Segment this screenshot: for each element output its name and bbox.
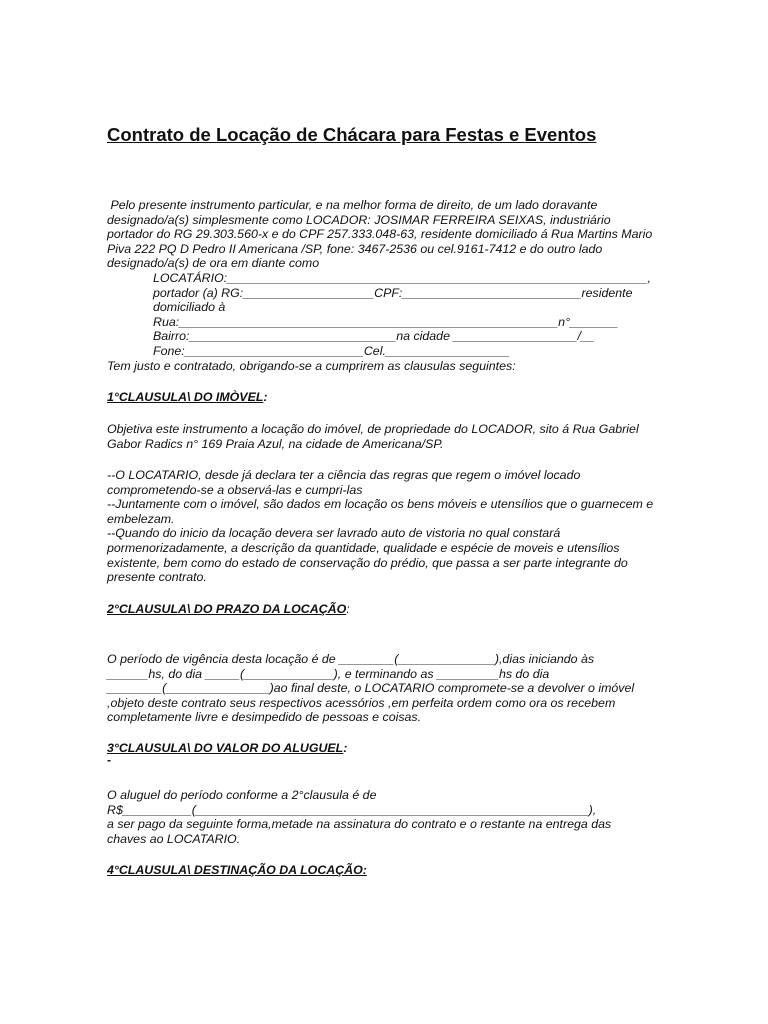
intro-line: designado/a(s) de ora em diante como <box>107 256 320 271</box>
clause2-paragraph <box>107 652 667 725</box>
street-field[interactable]: Rua:_______________________________________________________n°_______ <box>153 314 619 329</box>
intro-line: designado/a(s) simplesmente como LOCADOR: JOSIMAR FERREIRA SEIXAS, industriário <box>107 212 611 227</box>
clause1-line: --O LOCATARIO, desde já declara ter a ciência das regras que regem o imóvel locado <box>107 468 581 482</box>
clause2-line: ,objeto deste contrato seus respectivos acessórios ,em perfeita ordem como ora os recebem <box>107 695 616 710</box>
clause1-line: --Juntamente com o imóvel, são dados em locação os bens móveis e utensílios que o guarnecem e <box>107 497 654 512</box>
clause1-line: comprometendo-se a observá-las e cumpri-las <box>107 482 363 497</box>
clause1-heading-text: 1°CLAUSULA\ DO IMÒVEL <box>107 390 264 404</box>
intro-line: Piva 222 PQ D Pedro II Americana /SP, fone: 3467-2536 ou cel.9161-7412 e do outro lado <box>107 241 603 256</box>
clause1-heading-colon: : <box>263 390 268 404</box>
domicile-label: domiciliado à <box>153 300 226 315</box>
clause1-line: pormenorizadamente, a descrição da quantidade, qualidade e espécie de moveis e utensílios <box>107 540 620 555</box>
clause1-heading <box>107 390 268 404</box>
clause3-line: a ser pago da seguinte forma,metade na assinatura do contrato e o restante na entrega das <box>107 817 612 832</box>
clause1-line: embelezam. <box>107 511 175 526</box>
clause4-heading: 4°CLAUSULA\ DESTINAÇÃO DA LOCAÇÃO: <box>107 863 367 877</box>
intro-paragraph <box>107 198 667 373</box>
clause3-heading <box>107 741 347 755</box>
clause1-line: existente, bem como do estado de conservação do prédio, que passa a ser parte integrante do <box>107 555 628 570</box>
intro-line: Pelo presente instrumento particular, e na melhor forma de direito, de um lado doravante <box>107 198 598 212</box>
intro-closing: Tem justo e contratado, obrigando-se a cumprirem as clausulas seguintes: <box>107 358 516 373</box>
clause3-paragraph <box>107 788 667 846</box>
phone-field[interactable]: Fone:__________________________Cel.__________________ <box>153 343 510 358</box>
clause1-paragraph1 <box>107 422 667 451</box>
clause1-line: presente contrato. <box>107 570 207 585</box>
clause3-line: chaves ao LOCATARIO. <box>107 831 241 846</box>
neighborhood-city-field[interactable]: Bairro:______________________________na cidade __________________/__ <box>153 329 595 344</box>
clause1-line: Objetiva este instrumento a locação do imóvel, de propriedade do LOCADOR, sito á Rua Gabriel <box>107 422 639 436</box>
clause1-line: --Quando do inicio da locação devera ser lavrado auto de vistoria no qual constará <box>107 526 561 541</box>
clause2-heading <box>107 602 350 616</box>
clause1-line: Gabor Radics n° 169 Praia Azul, na cidade de Americana/SP. <box>107 436 444 451</box>
clause3-heading-colon: : <box>343 741 348 755</box>
clause3-dash: - <box>107 753 112 767</box>
clause2-heading-colon: : <box>346 602 350 616</box>
clause3-heading-text: 3°CLAUSULA\ DO VALOR DO ALUGUEL <box>107 741 344 755</box>
clause2-heading-text: 2°CLAUSULA\ DO PRAZO DA LOCAÇÃO <box>107 602 347 616</box>
clause2-line[interactable]: ________(_______________)ao final deste, o LOCATARIO compromete-se a devolver o imóvel <box>107 681 635 696</box>
clause3-line[interactable]: R$__________(_________________________________________________________), <box>107 802 597 817</box>
clause2-line: completamente livre e desimpedido de pessoas e coisas. <box>107 710 422 725</box>
page-title: Contrato de Locação de Chácara para Festas e Eventos <box>107 124 597 145</box>
clause2-line[interactable]: ______hs, do dia _____(_____________), e terminando as _________hs do dia <box>107 666 550 681</box>
rg-cpf-field[interactable]: portador (a) RG:___________________CPF:__________________________residente <box>153 285 633 300</box>
clause2-line[interactable]: O período de vigência desta locação é de ________(______________),dias iniciando às <box>107 652 595 666</box>
clause3-line: O aluguel do período conforme a 2°clausula é de <box>107 788 377 802</box>
intro-line: portador do RG 29.303.560-x e do CPF 257.333.048-63, residente domiciliado á Rua Martins Mario <box>107 227 653 242</box>
clause1-paragraph2 <box>107 468 667 585</box>
locatario-field[interactable]: LOCATÁRIO:_____________________________________________________________, <box>153 270 651 285</box>
